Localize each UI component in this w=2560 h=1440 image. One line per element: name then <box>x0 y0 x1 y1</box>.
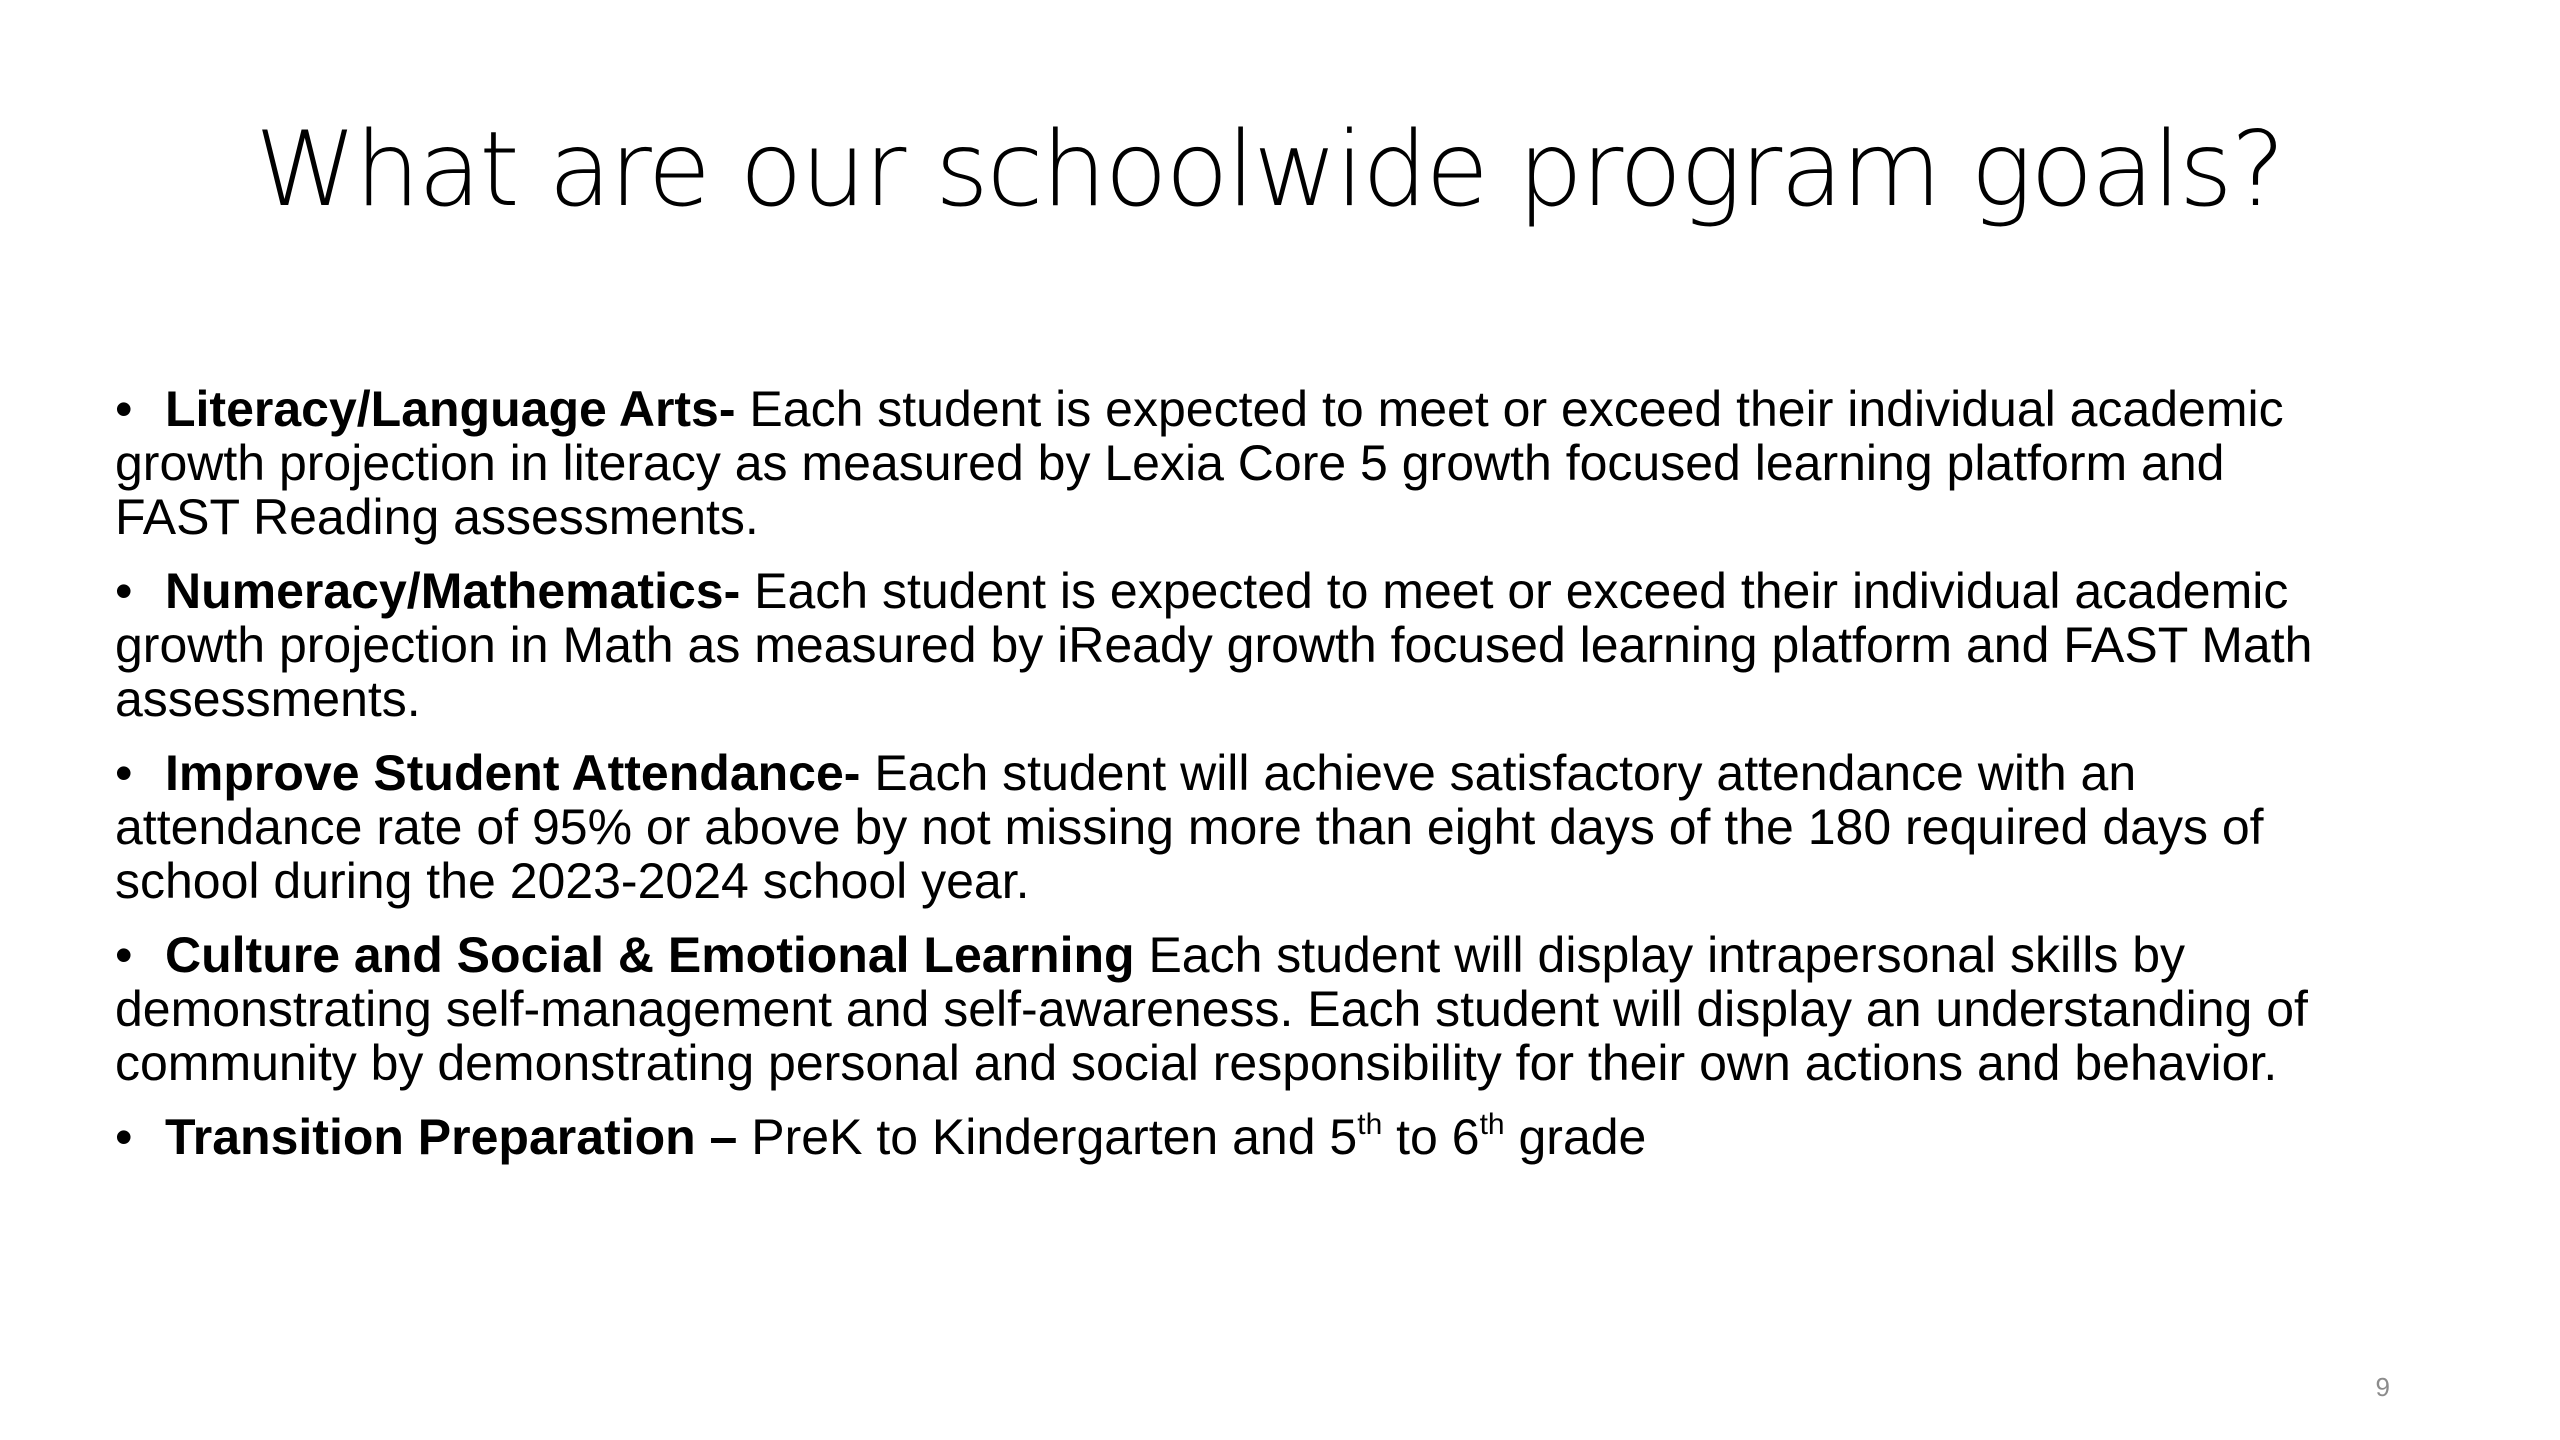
goal-heading: Culture and Social & Emotional Learning <box>165 927 1135 983</box>
goal-text: Each student will achieve satisfactory attendance with an attendance rate of 95% or above by not missing more than eight days of the 180 required days of school during the 2023-2024 school year. <box>115 745 2264 909</box>
goal-attendance <box>115 746 2315 908</box>
goal-text: Each student is expected to meet or exceed their individual academic growth projection in Math as measured by iReady growth focused learning platform and FAST Math assessments. <box>115 563 2313 727</box>
goal-transition <box>115 1110 2315 1164</box>
goal-heading: Literacy/Language Arts- <box>165 381 736 437</box>
ordinal-suffix: th <box>1357 1108 1383 1141</box>
slide-title: What are our schoolwide program goals? <box>255 110 2284 230</box>
goal-heading: Transition Preparation – <box>165 1109 738 1165</box>
goal-text: Each student will display intrapersonal skills by demonstrating self-management and self-awareness. Each student will display an understanding of community by demonstrating personal and social responsibility for their own actions and behavior. <box>115 927 2308 1091</box>
goal-heading: Numeracy/Mathematics- <box>165 563 741 619</box>
goal-heading: Improve Student Attendance- <box>165 745 861 801</box>
page-number: 9 <box>2375 1372 2390 1402</box>
goal-text: to 6 <box>1382 1109 1480 1165</box>
bullet-icon: • <box>115 745 133 801</box>
goal-numeracy <box>115 564 2315 726</box>
goal-text: PreK to Kindergarten and 5 <box>737 1109 1358 1165</box>
bullet-icon: • <box>115 927 133 983</box>
goal-culture-sel <box>115 928 2315 1090</box>
ordinal-suffix: th <box>1479 1108 1505 1141</box>
bullet-icon: • <box>115 1109 133 1165</box>
goals-list <box>115 382 2315 1184</box>
bullet-icon: • <box>115 563 133 619</box>
bullet-icon: • <box>115 381 133 437</box>
goal-literacy <box>115 382 2315 544</box>
goal-text: Each student is expected to meet or exceed their individual academic growth projection in literacy as measured by Lexia Core 5 growth focused learning platform and FAST Reading assessments. <box>115 381 2284 545</box>
goal-text: grade <box>1504 1109 1647 1165</box>
